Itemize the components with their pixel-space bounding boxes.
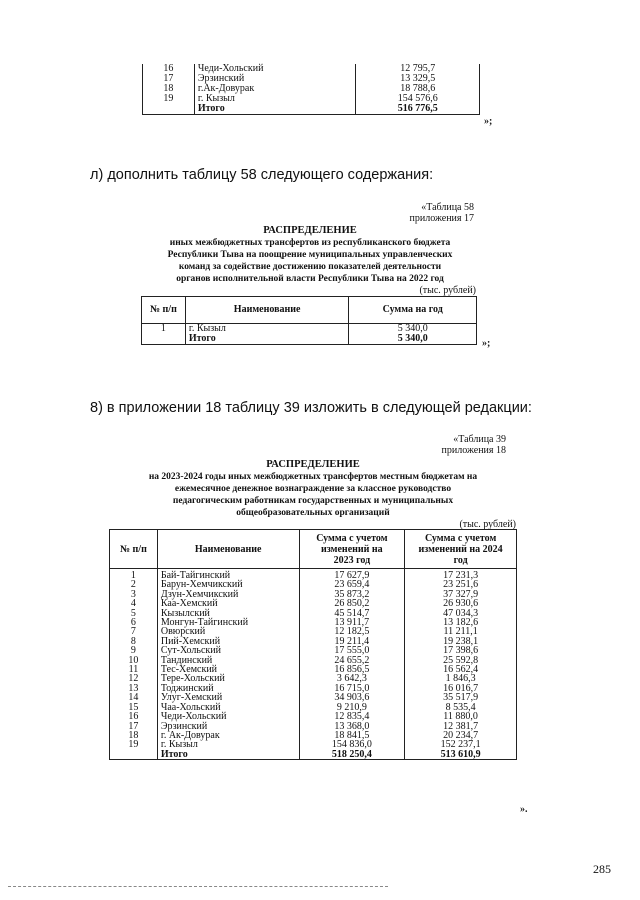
row-value-2024: 23 251,6	[405, 580, 517, 589]
row-name: Сут-Хольский	[157, 646, 299, 655]
table39-unit: (тыс. рублей)	[459, 519, 516, 530]
table39-heading: РАСПРЕДЕЛЕНИЕ	[266, 459, 360, 470]
row-name: Чеди-Хольский	[157, 712, 299, 721]
row-number: 16	[110, 712, 158, 721]
table58-total-row	[142, 334, 477, 345]
table58-ref-line1: «Таблица 58	[421, 202, 474, 213]
table58-unit: (тыс. рублей)	[419, 285, 476, 296]
table39-title-block	[100, 459, 526, 519]
row-value-2023: 154 836,0	[299, 740, 405, 749]
row-value: 154 576,6	[356, 94, 480, 104]
table58-ref-line2: приложения 17	[409, 213, 474, 224]
row-name: Тере-Хольский	[157, 674, 299, 683]
table58-subtitle-2: Республики Тыва на поощрение муниципальных управленческих	[167, 250, 453, 260]
row-number: 6	[110, 618, 158, 627]
total-value: 516 776,5	[356, 104, 480, 115]
row-value-2024: 152 237,1	[405, 740, 517, 749]
row-number: 11	[110, 665, 158, 674]
row-name: Каа-Хемский	[157, 599, 299, 608]
table58-col-num: № п/п	[142, 297, 186, 324]
row-name: Дзун-Хемчикский	[157, 590, 299, 599]
table58-header-row	[142, 297, 477, 324]
table39	[109, 529, 517, 760]
row-value: 18 788,6	[356, 84, 480, 94]
row-name: г.Ак-Довурак	[194, 84, 356, 94]
row-name: Пий-Хемский	[157, 637, 299, 646]
top-table-total-row	[143, 104, 480, 115]
row-value-2024: 47 034,3	[405, 609, 517, 618]
row-number: 19	[143, 94, 195, 104]
table58-row-value: 5 340,0	[349, 324, 477, 335]
row-value-2023: 17 555,0	[299, 646, 405, 655]
table58-total-value: 5 340,0	[349, 334, 477, 345]
row-number: 18	[110, 731, 158, 740]
row-number: 2	[110, 580, 158, 589]
total-label: Итого	[157, 750, 299, 760]
paragraph-8: 8) в приложении 18 таблицу 39 изложить в следующей редакции:	[90, 400, 532, 416]
row-value-2024: 13 182,6	[405, 618, 517, 627]
table39-ref-line1: «Таблица 39	[453, 434, 506, 445]
row-name: Чаа-Хольский	[157, 703, 299, 712]
total-empty	[110, 750, 158, 760]
table39-col-2024-line3: год	[453, 554, 468, 566]
row-value-2024: 11 880,0	[405, 712, 517, 721]
table39-ref-line2: приложения 18	[441, 445, 506, 456]
row-value-2023: 34 903,6	[299, 693, 405, 702]
row-number: 1	[110, 569, 158, 581]
table39-header-row	[110, 530, 517, 569]
row-number: 16	[143, 64, 195, 74]
row-name: Эрзинский	[157, 722, 299, 731]
row-value-2023: 12 835,4	[299, 712, 405, 721]
row-name: Монгун-Тайгинский	[157, 618, 299, 627]
row-name: Бай-Тайгинский	[157, 569, 299, 581]
table39-col-2023	[299, 530, 405, 569]
row-number: 10	[110, 656, 158, 665]
row-value-2023: 26 850,2	[299, 599, 405, 608]
row-name: Чеди-Хольский	[194, 64, 356, 74]
row-number: 12	[110, 674, 158, 683]
table58-reference	[274, 202, 474, 224]
row-value: 12 795,7	[356, 64, 480, 74]
table39-col-2024-line1: Сумма с учетом	[424, 532, 497, 544]
table39-subtitle-3: педагогическим работникам государственных и муниципальных	[172, 496, 454, 506]
row-value-2023: 16 715,0	[299, 684, 405, 693]
table58-col-name: Наименование	[185, 297, 349, 324]
row-value-2024: 16 016,7	[405, 684, 517, 693]
row-value: 13 329,5	[356, 74, 480, 84]
table58-total-empty	[142, 334, 186, 345]
row-value-2023: 9 210,9	[299, 703, 405, 712]
table39-col-2023-line3: 2023 год	[333, 554, 371, 566]
table58-row-name: г. Кызыл	[185, 324, 349, 335]
row-name: г. Кызыл	[194, 94, 356, 104]
row-number: 18	[143, 84, 195, 94]
footer-dashed-line	[8, 886, 388, 887]
row-number: 19	[110, 740, 158, 749]
row-number: 4	[110, 599, 158, 608]
table39-closing-quote: ».	[520, 804, 528, 815]
row-number: 15	[110, 703, 158, 712]
row-value-2023: 35 873,2	[299, 590, 405, 599]
table58-subtitle-3: команд за содействие достижению показателей деятельности	[178, 262, 442, 272]
row-name: Эрзинский	[194, 74, 356, 84]
table58-total-label: Итого	[185, 334, 349, 345]
table58-col-sum: Сумма на год	[349, 297, 477, 324]
row-number: 5	[110, 609, 158, 618]
total-2024: 513 610,9	[405, 750, 517, 760]
row-value-2023: 3 642,3	[299, 674, 405, 683]
table58-row-num: 1	[142, 324, 186, 335]
row-name: Тоджинский	[157, 684, 299, 693]
row-name: г. Кызыл	[157, 740, 299, 749]
row-value-2023: 16 856,5	[299, 665, 405, 674]
row-value-2024: 16 562,4	[405, 665, 517, 674]
row-name: г. Ак-Довурак	[157, 731, 299, 740]
total-empty	[143, 104, 195, 115]
row-name: Тандинский	[157, 656, 299, 665]
row-value-2023: 18 841,5	[299, 731, 405, 740]
row-value-2024: 12 381,7	[405, 722, 517, 731]
row-value-2023: 19 211,4	[299, 637, 405, 646]
row-value-2023: 45 514,7	[299, 609, 405, 618]
row-value-2024: 17 398,6	[405, 646, 517, 655]
row-value-2024: 11 211,1	[405, 627, 517, 636]
row-value-2023: 12 182,5	[299, 627, 405, 636]
row-value-2024: 17 231,3	[405, 569, 517, 581]
row-value-2023: 13 911,7	[299, 618, 405, 627]
row-name: Кызылский	[157, 609, 299, 618]
row-value-2023: 23 659,4	[299, 580, 405, 589]
row-number: 9	[110, 646, 158, 655]
table39-col-2023-line1: Сумма с учетом	[316, 532, 388, 544]
row-value-2024: 37 327,9	[405, 590, 517, 599]
total-2023: 518 250,4	[299, 750, 405, 760]
row-name: Тес-Хемский	[157, 665, 299, 674]
table39-col-2023-line2: изменений на	[321, 543, 383, 555]
row-number: 17	[143, 74, 195, 84]
table39-subtitle-4: общеобразовательных организаций	[236, 508, 390, 518]
row-name: Овюрский	[157, 627, 299, 636]
row-value-2024: 8 535,4	[405, 703, 517, 712]
row-number: 14	[110, 693, 158, 702]
table58-closing-quote: »;	[482, 338, 491, 349]
total-label: Итого	[194, 104, 356, 115]
row-value-2024: 35 517,9	[405, 693, 517, 702]
table39-col-name: Наименование	[157, 530, 299, 569]
table39-reference	[306, 434, 506, 456]
row-value-2024: 19 238,1	[405, 637, 517, 646]
paragraph-l: л) дополнить таблицу 58 следующего содержания:	[90, 167, 434, 183]
row-number: 17	[110, 722, 158, 731]
row-number: 8	[110, 637, 158, 646]
page-number: 285	[593, 862, 611, 876]
table58-heading: РАСПРЕДЕЛЕНИЕ	[263, 225, 357, 236]
row-value-2024: 1 846,3	[405, 674, 517, 683]
row-value-2023: 24 655,2	[299, 656, 405, 665]
table39-col-num: № п/п	[110, 530, 158, 569]
table58-title-block	[130, 225, 490, 285]
table58-subtitle-1: иных межбюджетных трансфертов из республиканского бюджета	[169, 238, 451, 248]
row-value-2023: 13 368,0	[299, 722, 405, 731]
row-number: 13	[110, 684, 158, 693]
row-value-2023: 17 627,9	[299, 569, 405, 581]
top-table	[142, 64, 480, 115]
table39-col-2024	[405, 530, 517, 569]
row-value-2024: 20 234,7	[405, 731, 517, 740]
top-table-closing-quote: »;	[484, 116, 493, 127]
table58	[141, 296, 477, 345]
row-value-2024: 26 930,6	[405, 599, 517, 608]
row-name: Улуг-Хемский	[157, 693, 299, 702]
row-name: Барун-Хемчикский	[157, 580, 299, 589]
table39-subtitle-2: ежемесячное денежное вознаграждение за классное руководство	[174, 484, 452, 494]
table39-subtitle-1: на 2023-2024 годы иных межбюджетных трансфертов местным бюджетам на	[148, 472, 478, 482]
table39-total-row	[110, 750, 517, 760]
row-number: 7	[110, 627, 158, 636]
row-number: 3	[110, 590, 158, 599]
table39-col-2024-line2: изменений на 2024	[418, 543, 503, 555]
row-value-2024: 25 592,8	[405, 656, 517, 665]
table58-subtitle-4: органов исполнительной власти Республики Тыва на 2022 год	[176, 274, 444, 284]
